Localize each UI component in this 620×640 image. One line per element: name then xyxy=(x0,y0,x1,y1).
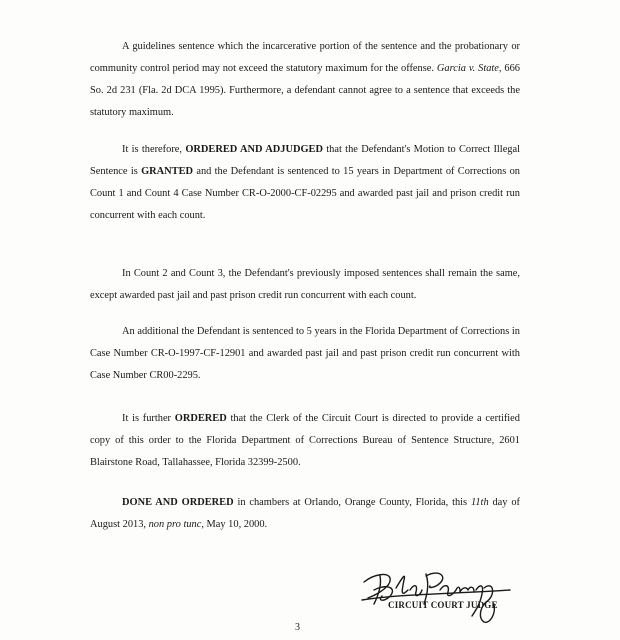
p6-text-c: day of August 2013, xyxy=(90,497,520,531)
handwritten-day: 11th xyxy=(470,497,489,509)
non-pro-tunc-italic: non pro tunc xyxy=(148,519,202,531)
p2-text-c: that the Defendant's Motion to Correct Illegal Sentence is xyxy=(90,144,520,178)
ordered-bold: ORDERED xyxy=(174,413,227,425)
paragraph-done-and-ordered xyxy=(90,492,520,536)
paragraph-counts-2-3 xyxy=(90,263,520,307)
judge-title: CIRCUIT COURT JUDGE xyxy=(388,600,498,610)
granted-bold: GRANTED xyxy=(141,166,194,178)
p1-text-b: , 666 So. 2d 231 (Fla. 2d DCA 1995). Furthermore, a defendant cannot agree to a sentence that exceeds the statutory maximum. xyxy=(90,63,520,119)
case-citation: Garcia v. State xyxy=(436,63,499,75)
page-number: 3 xyxy=(295,622,300,633)
p6-text-b: in chambers at Orlando, Orange County, Florida, this xyxy=(233,497,471,509)
paragraph-ordered-adjudged xyxy=(90,139,520,227)
p2-text-e: and the Defendant is sentenced to 15 years in Department of Corrections on Count 1 and Count 4 Case Number CR-O-2000-CF-02295 and awarded past jail and prison credit run concurrent with each count. xyxy=(90,166,520,222)
paragraph-additional-sentence xyxy=(90,321,520,387)
p5-text-c: that the Clerk of the Circuit Court is directed to provide a certified copy of this order to the Florida Department of Corrections Bureau of Sentence Structure, 2601 Blairstone Road, Tallahassee, Florida 32399-2500. xyxy=(90,413,520,469)
p3-text: In Count 2 and Count 3, the Defendant's previously imposed sentences shall remain the same, except awarded past jail and past prison credit run concurrent with each count. xyxy=(90,268,520,302)
ordered-adjudged-bold: ORDERED AND ADJUDGED xyxy=(185,144,323,156)
p6-text-e: , May 10, 2000. xyxy=(201,519,268,531)
p1-text-a: A guidelines sentence which the incarcerative portion of the sentence and the probationary or community control period may not exceed the statutory maximum for the offense. xyxy=(90,41,520,75)
done-ordered-bold: DONE AND ORDERED xyxy=(122,497,234,509)
judge-signature-block xyxy=(360,560,560,630)
paragraph-clerk-directive xyxy=(90,408,520,474)
p2-text-a: It is therefore, xyxy=(122,144,186,156)
paragraph-statutory-maximum xyxy=(90,36,520,124)
p5-text-a: It is further xyxy=(122,413,175,425)
p4-text: An additional the Defendant is sentenced to 5 years in the Florida Department of Corrections in Case Number CR-O-1997-CF-12901 and awarded past jail and past prison credit run concurrent with Case Number CR00-2295. xyxy=(90,326,520,382)
handwritten-signature xyxy=(360,560,560,630)
